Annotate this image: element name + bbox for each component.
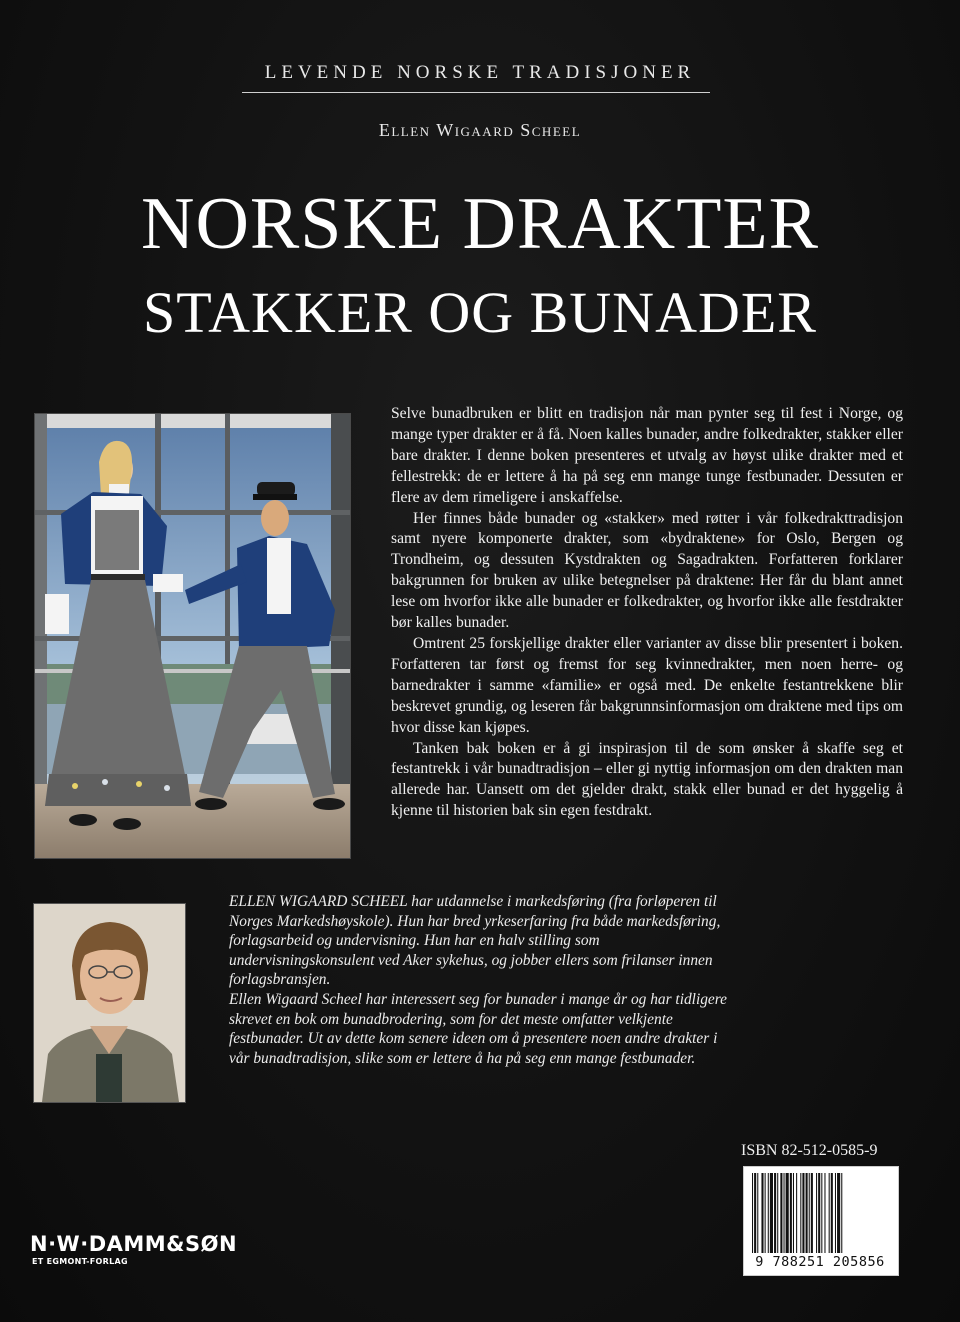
barcode-bar (837, 1173, 840, 1253)
author-portrait-illustration (34, 904, 185, 1102)
description-paragraph-3: Omtrent 25 forskjellige drakter eller varianter av disse blir presentert i boken. Forfatteren tar først og fremst for seg kvinnedrakter, men noen herre- og barnedrakter i samme «familie» er også med. De enkelte festantrekkene blir beskrevet grundig, og leseren får bakgrunnsinformasjon om draktene med tips om hvor disse kan kjøpes. (391, 634, 903, 736)
barcode-bar (754, 1173, 756, 1253)
barcode-bar (761, 1173, 763, 1253)
barcode-bar (806, 1173, 808, 1253)
barcode-bar (770, 1173, 773, 1253)
author-biography (229, 892, 729, 1068)
barcode-bar (824, 1173, 825, 1253)
barcode-bar (784, 1173, 785, 1253)
barcode-bar (821, 1173, 822, 1253)
barcode-bar (774, 1173, 776, 1253)
barcode-bar (796, 1173, 797, 1253)
barcode-bar (786, 1173, 789, 1253)
barcode-bar (768, 1173, 769, 1253)
bio-paragraph-1: ELLEN WIGAARD SCHEEL har utdannelse i markedsføring (fra forløperen til Norges Markedshøyskole). Hun har bred yrkeserfaring fra både markedsføring, forlagsarbeid og undervisning. Hun har en halv stilling som undervisningskonsulent ved Aker sykehus, og jobber ellers som frilanser innen forlagsbransjen. (229, 893, 721, 989)
barcode-bar (790, 1173, 792, 1253)
publisher-logo: N·W·DAMM&SØN (30, 1232, 238, 1256)
description-paragraph-1: Selve bunadbruken er blitt en tradisjon når man pynter seg til fest i Norge, og mange typer drakter er å få. Noen kalles bunader, andre folkedrakter, stakker eller bare drakter. I denne boken presenteres et utvalg av høyst ulike drakter med et fellestrekk: de er lettere å ha på seg enn mange tunge festbunader. Dessuten er flere av dem rimeligere i anskaffelse. (391, 405, 903, 506)
book-title-line2: STAKKER OG BUNADER (143, 280, 817, 345)
barcode-bar (780, 1173, 782, 1253)
barcode-bar (835, 1173, 836, 1253)
series-divider (242, 92, 710, 93)
barcode-bar (841, 1173, 842, 1253)
book-description (391, 404, 903, 822)
author-name: Ellen Wigaard Scheel (378, 120, 582, 140)
barcode-bar (752, 1173, 753, 1253)
series-title: LEVENDE NORSKE TRADISJONER (264, 62, 696, 83)
barcode-bar (811, 1173, 813, 1253)
book-title-line1: NORSKE DRAKTER (141, 183, 819, 265)
isbn-number: ISBN 82-512-0585-9 (741, 1142, 878, 1159)
barcode-bar (818, 1173, 820, 1253)
publisher-subtitle: ET EGMONT-FORLAG (32, 1257, 128, 1266)
barcode-bar (757, 1173, 758, 1253)
costume-couple-photo (34, 413, 351, 859)
barcode-bar (800, 1173, 801, 1253)
barcode-bar (802, 1173, 804, 1253)
barcode-bar (831, 1173, 833, 1253)
barcode-digits: 9 788251 205856 (755, 1254, 885, 1270)
description-paragraph-2: Her finnes både bunader og «stakker» med røtter i vår folkedrakttradisjon samt nyere komponerte drakter, som «bydraktene» for Oslo, Bergen og Trondheim, og dessuten Kystdrakten og Sagadrakten. Forfatteren forklarer bakgrunnen for bruken av ulike betegnelser på draktene: Her får du blant annet lese om hvorfor ikke alle bunader er folkedrakter, og hvorfor ikke alle festdrakter bør kalles bunader. (391, 509, 903, 632)
couple-photo-illustration (35, 414, 350, 858)
barcode-bar (809, 1173, 810, 1253)
barcode-bar (765, 1173, 766, 1253)
bio-paragraph-2: Ellen Wigaard Scheel har interessert seg for bunader i mange år og har tidligere skrevet en bok om bunadbrodering, som for det meste omfatter velkjente festbunader. Ut av dette kom senere ideen om å presentere noen andre drakter i vår bunadtradisjon, slike som er lettere å ha på seg enn mange festbunader. (229, 990, 727, 1067)
author-portrait (33, 903, 186, 1103)
barcode-bar (816, 1173, 817, 1253)
barcode-bar (793, 1173, 794, 1253)
description-paragraph-4: Tanken bak boken er å gi inspirasjon til de som ønsker å skaffe seg et festantrekk i vår bunadtradisjon – eller gi nyttig informasjon om den drakten man allerede har. Uansett om det gjelder drakt, stakk eller bunad er det hyggelig å kjenne til historien bak sin egen festdrakt. (391, 739, 903, 820)
barcode-bar (829, 1173, 830, 1253)
barcode-bar (777, 1173, 778, 1253)
